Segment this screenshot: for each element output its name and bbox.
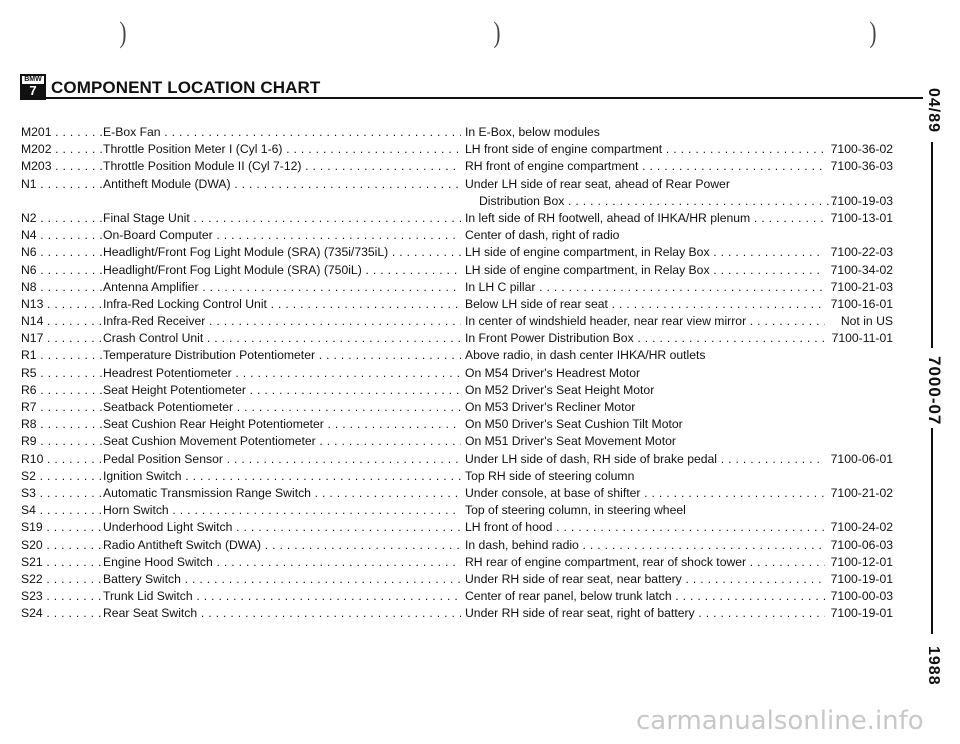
table-row <box>21 347 901 364</box>
component-name: Headlight/Front Fog Light Module (SRA) (750iL) . . . <box>103 262 461 279</box>
component-location: Under LH side of rear seat, ahead of Rear Power <box>465 176 730 191</box>
component-code: N6 . . . <box>21 262 103 279</box>
table-row <box>21 485 901 502</box>
component-code: N8 . . . <box>21 279 103 296</box>
table-row <box>21 433 901 450</box>
component-name: Automatic Transmission Range Switch . . . <box>103 485 461 502</box>
component-name: Seat Cushion Rear Height Potentiometer . . . <box>103 416 461 433</box>
figure-reference: 7100-36-03 <box>830 159 893 174</box>
watermark: carmanualsonline.info <box>636 706 924 736</box>
figure-reference: 7100-19-01 <box>830 606 893 621</box>
component-name: Pedal Position Sensor . . . <box>103 451 461 468</box>
component-table <box>21 124 901 622</box>
component-location: On M51 Driver's Seat Movement Motor <box>465 434 676 449</box>
component-location: Top RH side of steering column <box>465 468 635 483</box>
component-code: R5 . . . <box>21 365 103 382</box>
component-name: Trunk Lid Switch . . . <box>103 588 461 605</box>
component-location: On M54 Driver's Headrest Motor <box>465 365 641 380</box>
table-row <box>21 399 901 416</box>
component-location: On M50 Driver's Seat Cushion Tilt Motor <box>465 417 683 432</box>
component-location: Under RH side of rear seat, near battery . . . <box>465 571 825 588</box>
component-location: On M52 Driver's Seat Height Motor <box>465 382 655 397</box>
table-row <box>21 468 901 485</box>
component-location: LH front of hood . . . <box>465 519 825 536</box>
side-section: 7000-07 <box>925 356 944 426</box>
component-code: R6 . . . <box>21 382 103 399</box>
table-row <box>21 244 901 261</box>
component-location: In left side of RH footwell, ahead of IHKA/HR plenum . . . <box>465 210 825 227</box>
component-code: S2 . . . <box>21 468 103 485</box>
component-location: In LH C pillar . . . <box>465 279 825 296</box>
component-name: Engine Hood Switch . . . <box>103 554 461 571</box>
component-location: LH side of engine compartment, in Relay Box . . . <box>465 262 825 279</box>
component-name: Underhood Light Switch . . . <box>103 519 461 536</box>
side-date: 04/89 <box>925 88 942 134</box>
table-row <box>21 210 901 227</box>
figure-reference: 7100-22-03 <box>830 245 893 260</box>
table-row <box>21 296 901 313</box>
binding-mark: ) <box>869 16 877 49</box>
component-location: In E-Box, below modules <box>465 125 600 139</box>
component-name: On-Board Computer . . . <box>103 227 461 244</box>
component-code: R9 . . . <box>21 433 103 450</box>
component-code: S3 . . . <box>21 485 103 502</box>
component-code: R7 . . . <box>21 399 103 416</box>
component-location: On M53 Driver's Recliner Motor <box>465 400 636 414</box>
table-row <box>21 158 901 175</box>
component-code: M203 . . . <box>21 158 103 175</box>
component-name: Antitheft Module (DWA) . . . <box>103 176 461 193</box>
component-name: Radio Antitheft Switch (DWA) . . . <box>103 537 461 554</box>
component-name: Seat Cushion Movement Potentiometer . . . <box>103 433 461 450</box>
component-code: N1 . . . <box>21 176 103 193</box>
binding-mark: ) <box>493 16 501 49</box>
figure-reference: 7100-36-02 <box>830 142 893 157</box>
component-code: R10 . . . <box>21 451 103 468</box>
component-name: Crash Control Unit . . . <box>103 330 461 347</box>
component-location: Above radio, in dash center IHKA/HR outlets <box>465 348 706 363</box>
table-row <box>21 262 901 279</box>
component-location: Under RH side of rear seat, right of battery . . . <box>465 605 825 622</box>
component-name: Final Stage Unit . . . <box>103 210 461 227</box>
component-name: Seatback Potentiometer . . . <box>103 399 461 416</box>
component-code: S20 . . . <box>21 537 103 554</box>
figure-reference: 7100-21-02 <box>830 485 893 500</box>
side-rule <box>931 142 933 348</box>
component-name: Seat Height Potentiometer . . . <box>103 382 461 399</box>
component-location: Center of dash, right of radio <box>465 228 620 243</box>
binding-mark: ) <box>119 16 127 49</box>
component-code: N13 . . . <box>21 296 103 313</box>
component-location: Distribution Box . . . <box>465 193 839 210</box>
component-name: Infra-Red Receiver . . . <box>103 313 461 330</box>
table-row <box>21 571 901 588</box>
component-code: S4 . . . <box>21 502 103 519</box>
component-location: Center of rear panel, below trunk latch . . . <box>465 588 825 605</box>
table-row <box>21 554 901 571</box>
component-location: RH rear of engine compartment, rear of shock tower . . . <box>465 554 825 571</box>
table-row <box>21 451 901 468</box>
figure-reference: 7100-11-01 <box>831 331 893 346</box>
component-code: R8 . . . <box>21 416 103 433</box>
component-code: S23 . . . <box>21 588 103 605</box>
component-name: Ignition Switch . . . <box>103 468 461 485</box>
table-row <box>21 537 901 554</box>
figure-reference: 7100-12-01 <box>830 554 893 569</box>
component-code: S21 . . . <box>21 554 103 571</box>
component-code: S24 . . . <box>21 605 103 622</box>
table-row <box>21 313 901 330</box>
figure-reference: 7100-13-01 <box>830 210 893 225</box>
component-name: Temperature Distribution Potentiometer . . . <box>103 347 461 364</box>
component-name: Headlight/Front Fog Light Module (SRA) (735i/735iL) . . . <box>103 244 461 261</box>
component-location: LH side of engine compartment, in Relay Box . . . <box>465 244 825 261</box>
component-code: N17 . . . <box>21 330 103 347</box>
table-row <box>21 279 901 296</box>
table-row <box>21 605 901 622</box>
component-name: Antenna Amplifier . . . <box>103 279 461 296</box>
side-rule <box>931 428 933 634</box>
component-code: N4 . . . <box>21 227 103 244</box>
component-location: Below LH side of rear seat . . . <box>465 296 825 313</box>
table-row <box>21 193 901 210</box>
page-title: COMPONENT LOCATION CHART <box>51 78 321 97</box>
badge-brand: BMW <box>22 76 44 84</box>
figure-reference: 7100-24-02 <box>830 520 893 535</box>
component-location: In dash, behind radio . . . <box>465 537 825 554</box>
figure-reference: 7100-00-03 <box>830 589 893 604</box>
component-name: Battery Switch . . . <box>103 571 461 588</box>
component-location: LH front side of engine compartment . . . <box>465 141 825 158</box>
component-name: Infra-Red Locking Control Unit . . . <box>103 296 461 313</box>
component-location: Top of steering column, in steering wheel <box>465 503 686 518</box>
figure-reference: 7100-16-01 <box>830 296 893 311</box>
component-location: In center of windshield header, near rear view mirror . . . <box>465 313 825 330</box>
component-location: Under LH side of dash, RH side of brake pedal . . . <box>465 451 825 468</box>
figure-reference: 7100-19-01 <box>830 571 893 586</box>
component-name: E-Box Fan . . . <box>103 124 461 141</box>
component-code: S22 . . . <box>21 571 103 588</box>
title-rule <box>45 97 923 99</box>
component-location: Under console, at base of shifter . . . <box>465 485 825 502</box>
table-row <box>21 330 901 347</box>
figure-reference: 7100-19-03 <box>830 193 893 208</box>
table-row <box>21 502 901 519</box>
table-row <box>21 519 901 536</box>
figure-reference: Not in US <box>840 314 893 329</box>
component-code: M201 . . . <box>21 124 103 141</box>
figure-reference: 7100-34-02 <box>830 262 893 277</box>
component-code: N14 . . . <box>21 313 103 330</box>
component-code: R1 . . . <box>21 347 103 364</box>
component-name: Rear Seat Switch . . . <box>103 605 461 622</box>
figure-reference: 7100-21-03 <box>830 279 893 294</box>
table-row <box>21 124 901 141</box>
table-row <box>21 416 901 433</box>
table-row <box>21 382 901 399</box>
table-row <box>21 141 901 158</box>
table-row <box>21 176 901 193</box>
table-row <box>21 227 901 244</box>
table-row <box>21 365 901 382</box>
component-code: S19 . . . <box>21 519 103 536</box>
component-code: N2 . . . <box>21 210 103 227</box>
component-name: Horn Switch . . . <box>103 502 461 519</box>
table-row <box>21 588 901 605</box>
badge-model: 7 <box>29 83 37 98</box>
component-code: N6 . . . <box>21 244 103 261</box>
figure-reference: 7100-06-01 <box>830 451 893 466</box>
component-code: M202 . . . <box>21 141 103 158</box>
bmw-7-logo-icon <box>20 74 46 100</box>
side-year: 1988 <box>925 646 942 686</box>
component-location: In Front Power Distribution Box . . . <box>465 330 825 347</box>
component-name: Throttle Position Module II (Cyl 7-12) . . . <box>103 158 461 175</box>
component-location: RH front of engine compartment . . . <box>465 158 825 175</box>
component-name: Throttle Position Meter I (Cyl 1-6) . . . <box>103 141 461 158</box>
figure-reference: 7100-06-03 <box>830 537 893 552</box>
component-name: Headrest Potentiometer . . . <box>103 365 461 382</box>
